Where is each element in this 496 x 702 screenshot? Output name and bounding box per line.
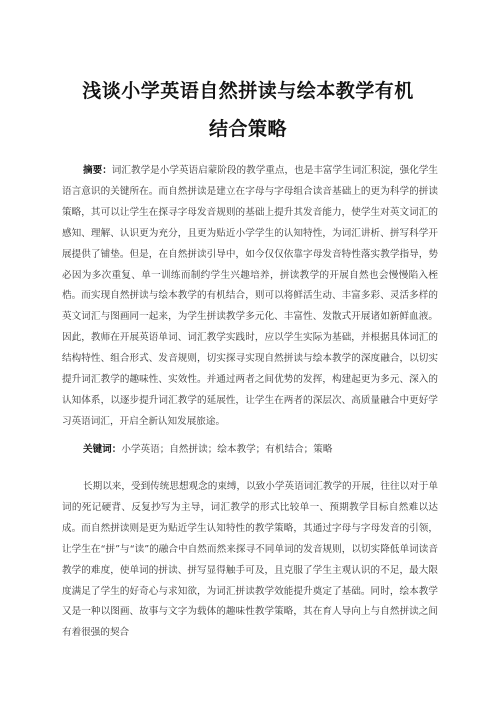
body-paragraph: [62, 477, 438, 644]
keywords-paragraph: [62, 440, 438, 461]
abstract-text: 词汇教学是小学英语启蒙阶段的教学重点，也是丰富学生词汇积淀，强化学生语言意识的关键所在。而自然拼读是建立在字母与字母组合读音基础上的更为科学的拼读策略，其可以让学生在探寻字母发音规则的基础上提升其发音能力，使学生对英文词汇的感知、理解、认识更为充分，且更为贴近小学学生的认知特性，为词汇讲析、拼写科学开展提供了铺垫。但是，在自然拼读引导中，如今仅仅依靠字母发音特性落实教学指导，势必因为多次重复、单一训练而制约学生兴趣培养，拼读教学的开展自然也会慢慢陷入桎梏。而实现自然拼读与绘本教学的有机结合，则可以将鲜活生动、丰富多彩、灵活多样的英文词汇与图画同一起来，为学生拼读教学多元化、丰富性、发散式开展诸如新鲜血液。因此，教师在开展英语单词、词汇教学实践时，应以学生实际为基础，并根据具体词汇的结构特性、组合形式、发音规则，切实探寻实现自然拼读与绘本教学的深度融合，以切实提升词汇教学的趣味性、实效性。并通过两者之间优势的发挥，构建起更为多元、深入的认知体系，以逐步提升词汇教学的延展性，让学生在两者的深层次、高质量融合中更好学习英语词汇，开启全新认知发展旅途。: [62, 165, 439, 427]
document-title-line1: 浅谈小学英语自然拼读与绘本教学有机: [82, 80, 414, 102]
keywords-label: 关键词：: [83, 444, 122, 455]
abstract-paragraph: [62, 161, 438, 433]
keywords-text: 小学英语；自然拼读；绘本教学；有机结合；策略: [121, 444, 333, 455]
document-title-line2: 结合策略: [208, 118, 287, 140]
abstract-label: 摘要：: [83, 165, 112, 176]
body-text: 长期以来，受到传统思想观念的束缚，以致小学英语词汇教学的开展，往往以对于单词的死记硬背、反复抄写为主导，词汇教学的形式比较单一、预期教学目标自然难以达成。而自然拼读则是更为贴近学生认知特性的教学策略，其通过字母与字母发音的引领，让学生在“拼”与“读”的融合中自然而然来探寻不同单词的发音规则，以切实降低单词读音教学的难度，使单词的拼读、拼写显得触手可及，且克服了学生主观认识的不足，最大限度满足了学生的好奇心与求知欲，为词汇拼读教学效能提升奠定了基础。同时，绘本教学又是一种以图画、故事与文字为载体的趣味性教学策略，其在育人导向上与自然拼读之间有着很强的契合: [62, 481, 438, 639]
